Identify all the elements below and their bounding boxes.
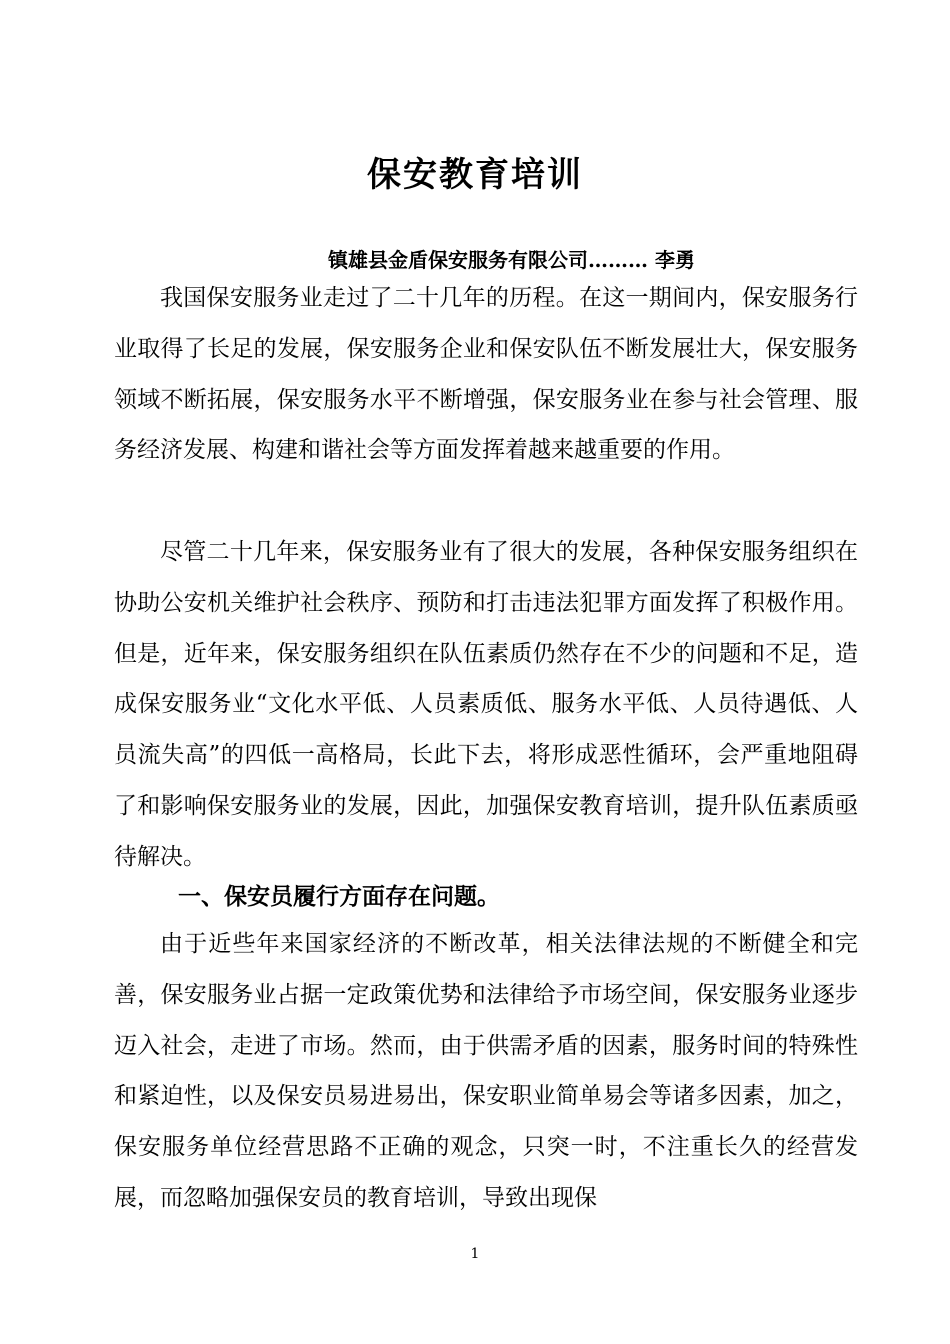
paragraph-section-one: 由于近些年来国家经济的不断改革，相关法律法规的不断健全和完善，保安服务业占据一定政策优势和法律给予市场空间，保安服务业逐步迈入社会，走进了市场。然而，由于供需矛盾的因素，服务时间的特殊性和紧迫性，以及保安员易进易出，保安职业简单易会等诸多因素，加之，保安服务单位经营思路不正确的观念，只突一时，不注重长久的经营发展，而忽略加强保安员的教育培训，导致出现保 xyxy=(114,931,858,1211)
author-byline: 镇雄县金盾保安服务有限公司……… 李勇 xyxy=(328,248,695,272)
paragraph-problems: 尽管二十几年来，保安服务业有了很大的发展，各种保安服务组织在协助公安机关维护社会秩序、预防和打击违法犯罪方面发挥了积极作用。但是，近年来，保安服务组织在队伍素质仍然存在不少的问题和不足，造成保安服务业“文化水平低、人员素质低、服务水平低、人员待遇低、人员流失高”的四低一高格局，长此下去，将形成恶性循环，会严重地阻碍了和影响保安服务业的发展，因此，加强保安教育培训，提升队伍素质亟待解决。 xyxy=(114,539,858,870)
paragraph-intro: 我国保安服务业走过了二十几年的历程。在这一期间内，保安服务行业取得了长足的发展，保安服务企业和保安队伍不断发展壮大，保安服务领域不断拓展，保安服务水平不断增强，保安服务业在参与社会管理、服务经济发展、构建和谐社会等方面发挥着越来越重要的作用。 xyxy=(114,285,858,464)
document-title: 保安教育培训 xyxy=(367,155,583,195)
page-number: 1 xyxy=(470,1246,480,1262)
section-heading: 一、保安员履行方面存在问题。 xyxy=(178,883,500,910)
